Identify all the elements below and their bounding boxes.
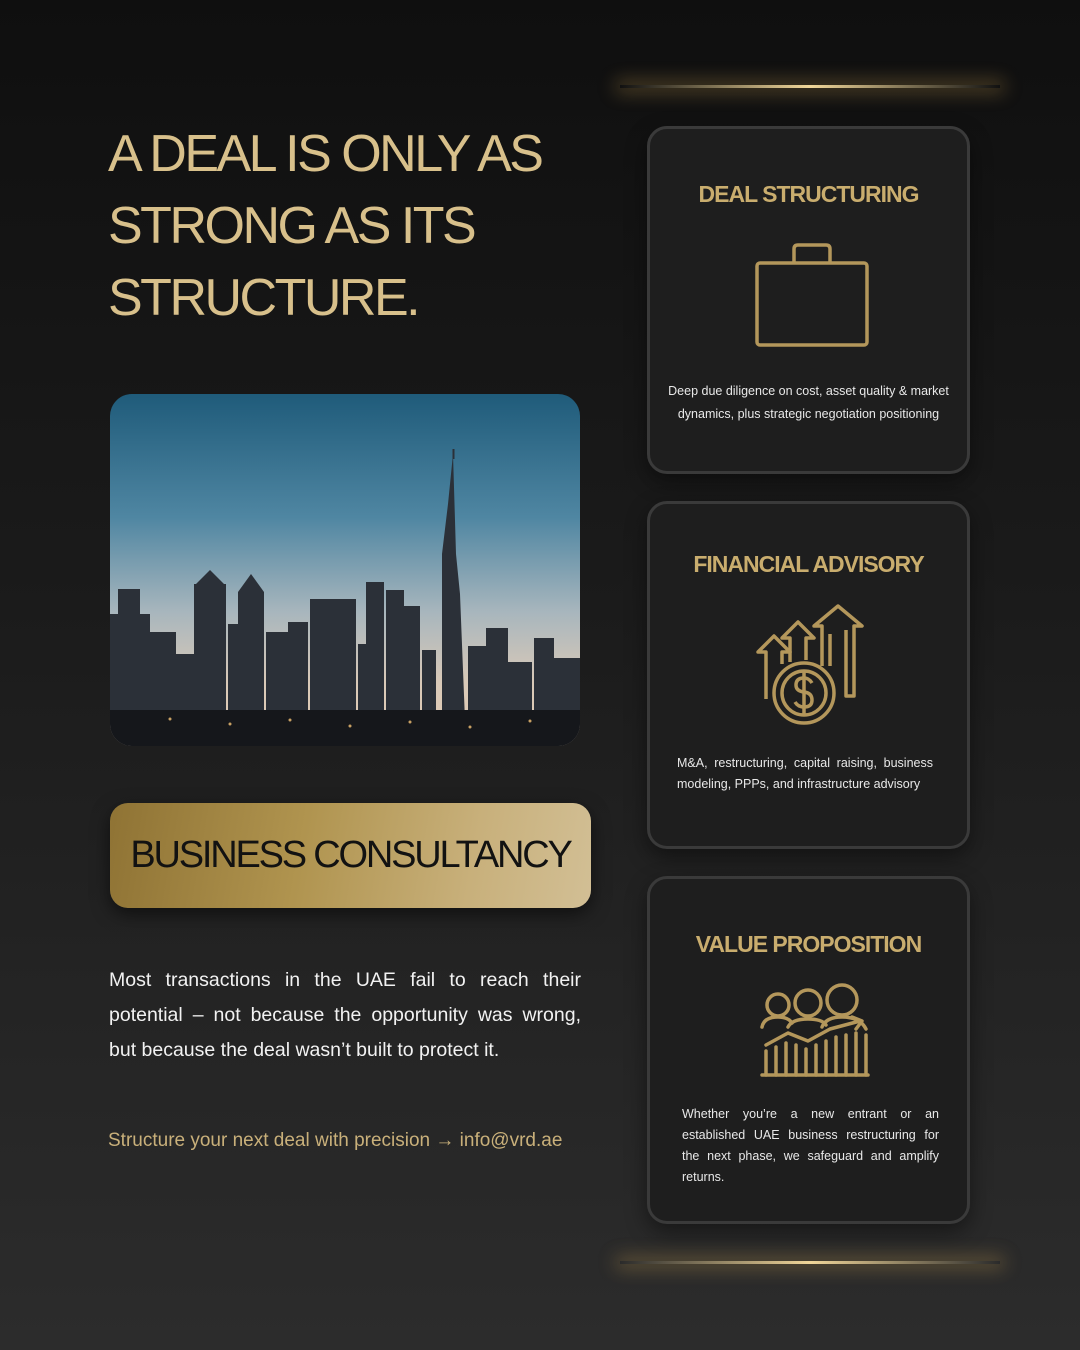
headline-line: STRONG AS ITS xyxy=(108,197,475,255)
badge-label: BUSINESS CONSULTANCY xyxy=(130,834,571,876)
skyline-photo xyxy=(110,394,580,746)
card-description: Whether you’re a new entrant or an established UAE business restructuring for the next phase, we safeguard and amplify returns. xyxy=(682,1107,939,1184)
card-description: Deep due diligence on cost, asset quality & market dynamics, plus strategic negotiation positioning xyxy=(668,384,949,421)
headline-line: A DEAL IS ONLY AS xyxy=(108,125,542,183)
page-headline xyxy=(108,118,588,334)
card-description: M&A, restructuring, capital raising, business modeling, PPPs, and infrastructure advisory xyxy=(677,756,933,791)
card-title: VALUE PROPOSITION xyxy=(695,931,922,957)
business-consultancy-badge xyxy=(110,803,591,908)
skyline-image xyxy=(110,394,580,746)
service-card-value-proposition xyxy=(647,876,970,1224)
card-title: FINANCIAL ADVISORY xyxy=(693,551,924,577)
service-card-financial-advisory xyxy=(647,501,970,849)
top-gold-divider xyxy=(620,85,1000,88)
bottom-gold-divider xyxy=(620,1261,1000,1264)
service-card-deal-structuring xyxy=(647,126,970,474)
growth-dollar-icon xyxy=(754,604,870,732)
card-title: DEAL STRUCTURING xyxy=(698,181,919,207)
contact-cta[interactable]: Structure your next deal with precision → info@vrd.ae xyxy=(108,1130,563,1151)
intro-paragraph: Most transactions in the UAE fail to reach their potential – not because the opportunity was wrong, but because the deal wasn’t built to protect it. xyxy=(109,969,581,1061)
headline-line: STRUCTURE. xyxy=(108,269,419,327)
team-growth-icon xyxy=(760,983,870,1083)
briefcase-icon xyxy=(754,243,870,351)
